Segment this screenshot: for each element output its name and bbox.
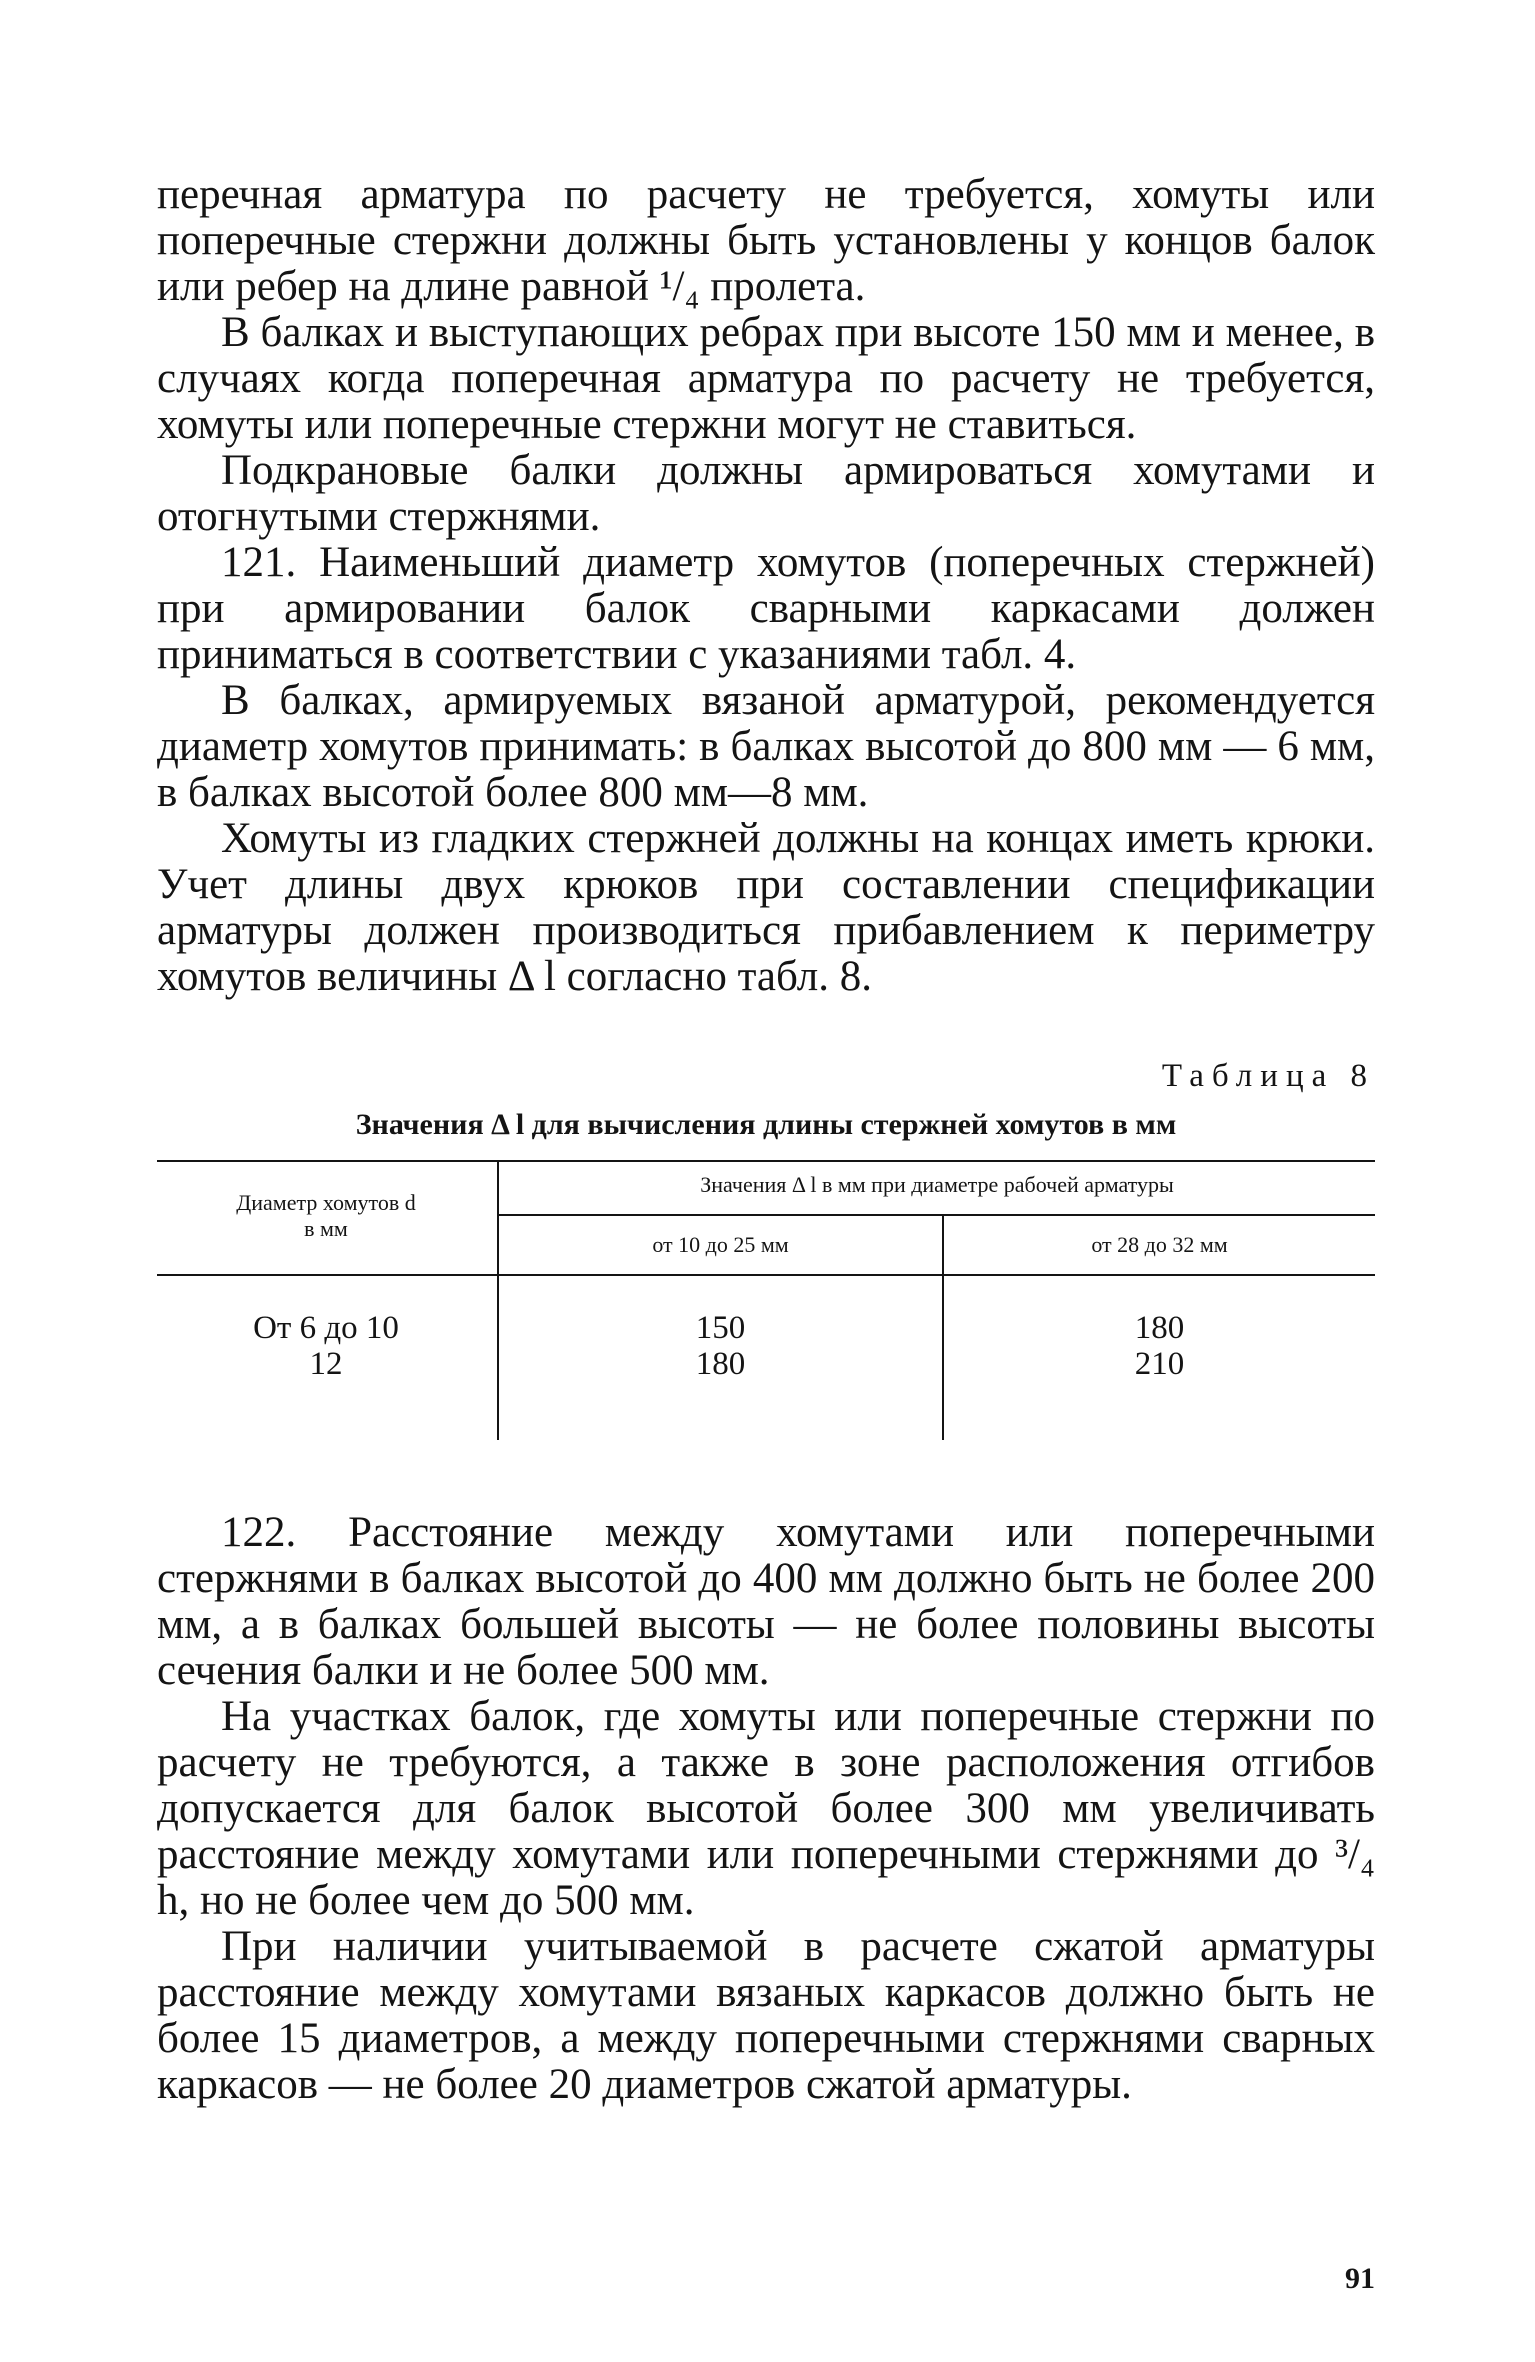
table-rule-group — [497, 1214, 1375, 1216]
table-cell-value: 180 — [1134, 1310, 1185, 1346]
data-table — [157, 1160, 1375, 1440]
text-block-bottom — [157, 1510, 1375, 2108]
paragraph: В балках и выступающих ребрах при высоте 150 мм и менее, в случаях когда поперечная арматура по расчету не требуется, хомуты или поперечные стержни могут не ставиться. — [157, 309, 1375, 448]
column-header-range-1: от 10 до 25 мм — [652, 1232, 789, 1257]
table-rule-header — [157, 1274, 1375, 1276]
column-header-diameter — [157, 1190, 495, 1242]
paragraph: 122. Расстояние между хомутами или поперечными стержнями в балках высотой до 400 мм должно быть не более 200 мм, а в балках большей высоты — не более половины высоты сечения балки и не более 500 мм. — [157, 1509, 1375, 1694]
column-header-line: в мм — [304, 1216, 348, 1241]
paragraph: Подкрановые балки должны армироваться хомутами и отогнутыми стержнями. — [157, 447, 1375, 540]
paragraph: 121. Наименьший диаметр хомутов (поперечных стержней) при армировании балок сварными каркасами должен приниматься в соответствии с указаниями табл. 4. — [157, 539, 1375, 678]
table-cell-diameter: От 6 до 10 — [253, 1310, 399, 1346]
paragraph: Хомуты из гладких стержней должны на концах иметь крюки. Учет длины двух крюков при составлении спецификации арматуры должен производиться прибавлением к периметру хомутов величины Δ l согласно табл. 8. — [157, 815, 1375, 1000]
table-cell-value: 210 — [1134, 1346, 1185, 1382]
table-title: Значения Δ l для вычисления длины стержней хомутов в мм — [355, 1108, 1177, 1141]
paragraph: На участках балок, где хомуты или поперечные стержни по расчету не требуются, а также в зоне расположения отгибов допускается для балок высотой более 300 мм увеличивать расстояние между хомутами или поперечными стержнями до ³/₄ h, но не более чем до 500 мм. — [157, 1693, 1375, 1924]
paragraph: В балках, армируемых вязаной арматурой, рекомендуется диаметр хомутов принимать: в балках высотой до 800 мм — 6 мм, в балках высотой более 800 мм—8 мм. — [157, 677, 1375, 816]
column-group-header: Значения Δ l в мм при диаметре рабочей арматуры — [700, 1172, 1174, 1197]
text-block-top — [157, 172, 1375, 1000]
page-number: 91 — [1345, 2262, 1375, 2295]
table-rule-col1 — [497, 1160, 499, 1440]
paragraph: При наличии учитываемой в расчете сжатой арматуры расстояние между хомутами вязаных каркасов должно быть не более 15 диаметров, а между поперечными стержнями сварных каркасов — не более 20 диаметров сжатой арматуры. — [157, 1923, 1375, 2108]
paragraph: перечная арматура по расчету не требуется, хомуты или поперечные стержни должны быть установлены у концов балок или ребер на длине равной ¹/₄ пролета. — [157, 171, 1375, 310]
table-cell-value: 150 — [695, 1310, 746, 1346]
table-cell-diameter: 12 — [309, 1346, 343, 1382]
column-header-line: Диаметр хомутов d — [236, 1190, 416, 1215]
table-cell-value: 180 — [695, 1346, 746, 1382]
table-rule-top — [157, 1160, 1375, 1162]
table-caption: Таблица 8 — [1161, 1058, 1375, 1094]
column-header-range-2: от 28 до 32 мм — [1091, 1232, 1228, 1257]
